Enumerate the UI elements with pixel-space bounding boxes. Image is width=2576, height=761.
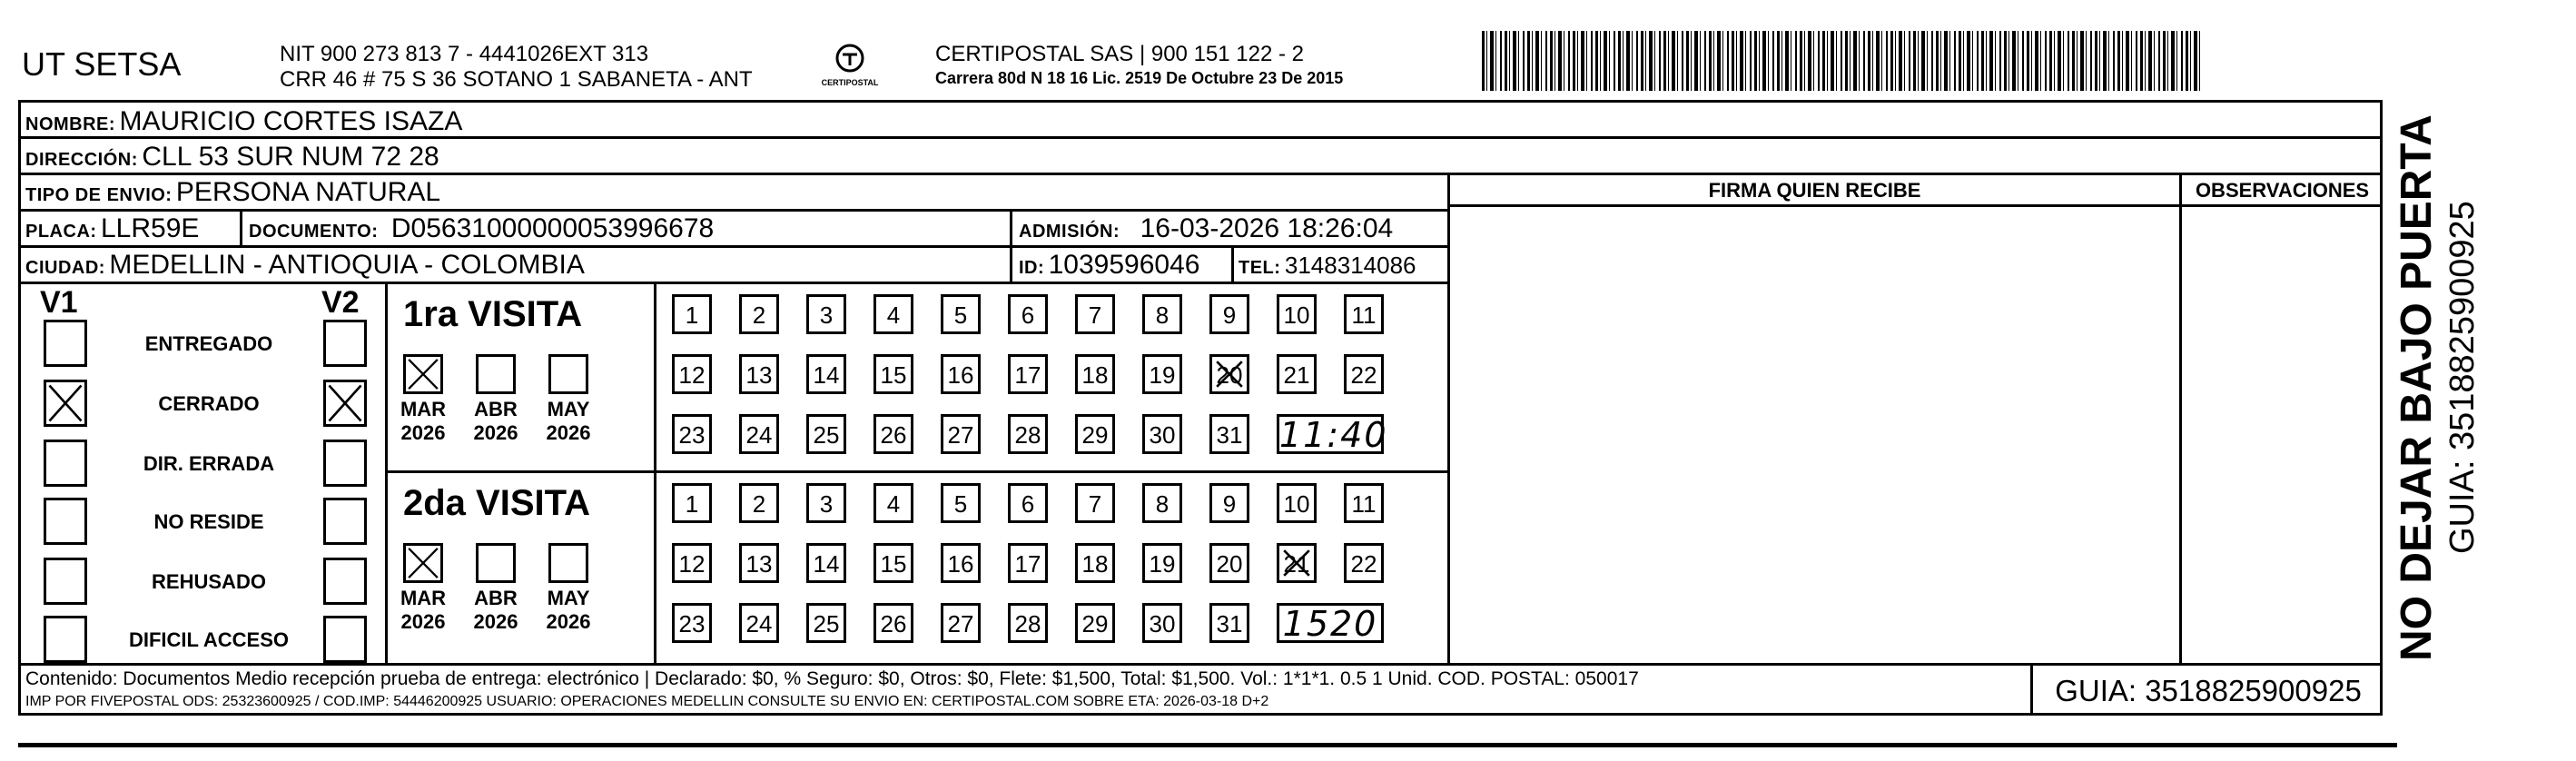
day-number: 28 (1014, 610, 1041, 637)
tel-cell (1239, 251, 1416, 284)
day-box[interactable] (1075, 483, 1115, 523)
nombre-row (25, 107, 462, 141)
direccion-label: DIRECCIÓN: (25, 150, 138, 170)
nombre-label: NOMBRE: (25, 114, 116, 134)
day-box[interactable] (1209, 543, 1249, 583)
day-box[interactable] (672, 414, 712, 454)
day-number: 27 (947, 421, 974, 449)
month-year: 2026 (400, 421, 446, 444)
day-box[interactable] (941, 354, 981, 394)
day-box[interactable] (1075, 543, 1115, 583)
day-number: 16 (947, 550, 974, 578)
day-number: 25 (813, 421, 840, 449)
day-number: 18 (1081, 550, 1109, 578)
day-box[interactable] (1008, 483, 1048, 523)
visit-month-checkbox[interactable] (403, 354, 443, 394)
day-number: 31 (1216, 610, 1243, 637)
day-box[interactable] (941, 543, 981, 583)
status-v2-checkbox[interactable] (323, 558, 367, 605)
day-box[interactable] (1209, 603, 1249, 643)
month-name: ABR (474, 587, 518, 609)
day-box[interactable] (806, 543, 846, 583)
day-number: 13 (745, 361, 773, 389)
day-number: 2 (752, 490, 766, 518)
day-box[interactable] (941, 414, 981, 454)
day-number: 30 (1149, 610, 1176, 637)
day-box[interactable] (1075, 603, 1115, 643)
visit-month-checkbox[interactable] (548, 354, 588, 394)
day-number: 5 (953, 301, 968, 329)
day-number: 19 (1149, 361, 1176, 389)
day-number: 30 (1149, 421, 1176, 449)
status-v1-checkbox[interactable] (44, 616, 87, 663)
nit-line: NIT 900 273 813 7 - 4441026EXT 313 (280, 42, 649, 66)
day-number: 21 (1283, 361, 1310, 389)
day-box[interactable] (1277, 294, 1317, 334)
day-box[interactable] (739, 483, 779, 523)
status-v1-checkbox[interactable] (44, 498, 87, 545)
day-number: 31 (1216, 421, 1243, 449)
day-number: 20 (1216, 361, 1243, 389)
status-option-label: ENTREGADO (144, 332, 273, 355)
visit-month-label (467, 398, 525, 445)
month-name: ABR (474, 398, 518, 420)
month-year: 2026 (400, 610, 446, 633)
day-box[interactable] (806, 294, 846, 334)
day-number: 9 (1222, 490, 1237, 518)
status-option-label: CERRADO (158, 392, 260, 415)
day-number: 7 (1088, 490, 1102, 518)
status-v2-checkbox[interactable] (323, 498, 367, 545)
day-number: 23 (678, 610, 706, 637)
day-box[interactable] (1142, 603, 1182, 643)
placa-cell (25, 214, 199, 248)
placa-label: PLACA: (25, 222, 97, 242)
day-box[interactable] (873, 294, 913, 334)
month-name: MAY (547, 398, 590, 420)
day-box[interactable] (1344, 354, 1384, 394)
day-number: 23 (678, 421, 706, 449)
day-box[interactable] (1142, 294, 1182, 334)
day-box[interactable] (1008, 294, 1048, 334)
side-warning: NO DEJAR BAJO PUERTA (2393, 114, 2441, 661)
direccion-value: CLL 53 SUR NUM 72 28 (142, 142, 439, 172)
day-box[interactable] (739, 414, 779, 454)
ciudad-value: MEDELLIN - ANTIOQUIA - COLOMBIA (109, 250, 585, 280)
certipostal-line2: Carrera 80d N 18 16 Lic. 2519 De Octubre 23 De 2015 (935, 69, 1344, 87)
status-v1-checkbox[interactable] (44, 558, 87, 605)
placa-value: LLR59E (101, 213, 200, 243)
day-number: 19 (1149, 550, 1176, 578)
day-box[interactable] (739, 603, 779, 643)
day-number: 4 (886, 301, 901, 329)
day-box[interactable] (1209, 483, 1249, 523)
tipo-envio-label: TIPO DE ENVIO: (25, 185, 173, 205)
observaciones-header: OBSERVACIONES (2195, 179, 2370, 202)
month-name: MAR (400, 398, 447, 420)
day-box[interactable] (941, 294, 981, 334)
day-box[interactable] (1142, 414, 1182, 454)
status-v2-checkbox[interactable] (323, 380, 367, 427)
day-number: 14 (813, 361, 840, 389)
day-box[interactable] (1008, 354, 1048, 394)
direccion-row (25, 143, 439, 176)
day-number: 25 (813, 610, 840, 637)
day-box[interactable] (1344, 483, 1384, 523)
address-line: CRR 46 # 75 S 36 SOTANO 1 SABANETA - ANT (280, 67, 753, 92)
status-option-label: REHUSADO (152, 570, 266, 593)
day-box[interactable] (1008, 543, 1048, 583)
day-box[interactable] (739, 543, 779, 583)
status-v2-checkbox[interactable] (323, 616, 367, 663)
month-year: 2026 (546, 610, 591, 633)
footer-line1: Contenido: Documentos Medio recepción prueba de entrega: electrónico | Declarado: $0, % Seguro: $0, Otros: $0, Flete: $1,500, Total: $1,500. Vol.: 1*1*1. 0.5 1 Unid. COD. POSTAL: 050017 (25, 668, 1639, 689)
status-option-label: DIR. ERRADA (143, 452, 275, 475)
day-box[interactable] (739, 294, 779, 334)
tipo-envio-row (25, 178, 440, 212)
admision-cell (1019, 214, 1393, 248)
id-label: ID: (1019, 258, 1045, 278)
day-number: 24 (745, 421, 773, 449)
v2-label: V2 (321, 285, 360, 320)
day-number: 11 (1351, 490, 1377, 518)
day-number: 3 (819, 301, 834, 329)
status-option-label: DIFICIL ACCESO (128, 628, 289, 651)
footer-guia: GUIA: 3518825900925 (2055, 674, 2362, 707)
firma-area[interactable] (1453, 209, 2177, 661)
day-number: 22 (1350, 361, 1377, 389)
visit-month-label (539, 587, 597, 634)
month-year: 2026 (546, 421, 591, 444)
day-box[interactable] (672, 483, 712, 523)
visit-month-label (467, 587, 525, 634)
day-number: 17 (1014, 550, 1041, 578)
day-number: 15 (880, 550, 907, 578)
day-box[interactable] (1008, 414, 1048, 454)
day-box[interactable] (1075, 294, 1115, 334)
visit-month-label (394, 587, 452, 634)
month-year: 2026 (473, 610, 518, 633)
footer-line2: IMP POR FIVEPOSTAL ODS: 25323600925 / COD.IMP: 54446200925 USUARIO: OPERACIONES MEDELLIN CONSULTE SU ENVIO EN: CERTIPOSTAL.COM SOBRE ETA: 2026-03-18 D+2 (25, 694, 1269, 709)
day-box[interactable] (806, 483, 846, 523)
day-box[interactable] (1142, 543, 1182, 583)
status-option-label: NO RESIDE (153, 510, 264, 533)
day-number: 8 (1155, 301, 1170, 329)
visit-title: 2da VISITA (403, 483, 590, 523)
status-v2-checkbox[interactable] (323, 320, 367, 367)
day-number: 5 (953, 490, 968, 518)
day-box[interactable] (941, 483, 981, 523)
day-box[interactable] (672, 603, 712, 643)
documento-cell (249, 214, 714, 248)
certipostal-line1: CERTIPOSTAL SAS | 900 151 122 - 2 (935, 42, 1304, 66)
day-box[interactable] (672, 543, 712, 583)
tel-label: TEL: (1239, 258, 1281, 278)
day-number: 9 (1222, 301, 1237, 329)
id-cell (1019, 251, 1199, 284)
day-number: 4 (886, 490, 901, 518)
company-name: UT SETSA (22, 45, 182, 83)
day-number: 1 (685, 301, 699, 329)
documento-label: DOCUMENTO: (249, 222, 379, 242)
status-v1-checkbox[interactable] (44, 380, 87, 427)
day-number: 2 (752, 301, 766, 329)
day-box[interactable] (873, 483, 913, 523)
tel-value: 3148314086 (1284, 252, 1416, 279)
day-number: 14 (813, 550, 840, 578)
day-number: 12 (678, 550, 706, 578)
visit-title: 1ra VISITA (403, 294, 583, 334)
firma-header: FIRMA QUIEN RECIBE (1708, 179, 1921, 202)
day-number: 29 (1081, 421, 1109, 449)
certipostal-logo (806, 36, 893, 91)
day-box[interactable] (672, 294, 712, 334)
status-v1-checkbox[interactable] (44, 440, 87, 487)
tipo-envio-value: PERSONA NATURAL (175, 177, 441, 207)
documento-value: D05631000000053996678 (390, 213, 715, 243)
ciudad-label: CIUDAD: (25, 258, 105, 278)
visit-time-box[interactable]: 11:40 (1277, 414, 1384, 454)
status-v2-checkbox[interactable] (323, 440, 367, 487)
day-number: 22 (1350, 550, 1377, 578)
day-number: 26 (880, 421, 907, 449)
day-number: 11 (1351, 301, 1377, 329)
id-value: 1039596046 (1048, 250, 1200, 280)
visit-month-checkbox[interactable] (476, 354, 516, 394)
day-box[interactable] (1008, 603, 1048, 643)
day-number: 18 (1081, 361, 1109, 389)
day-box[interactable] (1142, 354, 1182, 394)
logo-text: CERTIPOSTAL (821, 78, 879, 87)
day-number: 21 (1283, 550, 1310, 578)
day-box[interactable] (873, 543, 913, 583)
day-box[interactable] (873, 603, 913, 643)
visit-month-checkbox[interactable] (476, 543, 516, 583)
day-box[interactable] (1075, 354, 1115, 394)
status-v1-checkbox[interactable] (44, 320, 87, 367)
day-box[interactable] (1209, 354, 1249, 394)
day-box[interactable] (1142, 483, 1182, 523)
day-box[interactable] (873, 354, 913, 394)
nombre-value: MAURICIO CORTES ISAZA (119, 106, 463, 136)
day-box[interactable] (1209, 294, 1249, 334)
day-number: 27 (947, 610, 974, 637)
side-guia: GUIA: 3518825900925 (2443, 201, 2482, 554)
day-number: 3 (819, 490, 834, 518)
day-box[interactable] (672, 354, 712, 394)
visit-month-checkbox[interactable] (548, 543, 588, 583)
day-number: 15 (880, 361, 907, 389)
day-number: 7 (1088, 301, 1102, 329)
admision-label: ADMISIÓN: (1019, 222, 1120, 242)
day-number: 6 (1021, 490, 1035, 518)
day-number: 10 (1283, 301, 1310, 329)
v1-label: V1 (40, 285, 78, 320)
day-box[interactable] (1277, 354, 1317, 394)
day-box[interactable] (1277, 483, 1317, 523)
visit-time-box[interactable]: 1520 (1277, 603, 1384, 643)
visit-month-label (394, 398, 452, 445)
month-name: MAR (400, 587, 447, 609)
day-number: 8 (1155, 490, 1170, 518)
day-number: 17 (1014, 361, 1041, 389)
day-number: 12 (678, 361, 706, 389)
day-box[interactable] (1277, 543, 1317, 583)
visit-month-label (539, 398, 597, 445)
day-number: 28 (1014, 421, 1041, 449)
day-box[interactable] (941, 603, 981, 643)
month-name: MAY (547, 587, 590, 609)
day-number: 13 (745, 550, 773, 578)
admision-value: 16-03-2026 18:26:04 (1140, 213, 1394, 243)
day-box[interactable] (739, 354, 779, 394)
day-number: 26 (880, 610, 907, 637)
day-number: 29 (1081, 610, 1109, 637)
day-number: 1 (685, 490, 699, 518)
ciudad-cell (25, 251, 585, 284)
day-number: 24 (745, 610, 773, 637)
observaciones-area[interactable] (2184, 209, 2380, 661)
day-box[interactable] (1344, 294, 1384, 334)
day-box[interactable] (1344, 543, 1384, 583)
day-box[interactable] (873, 414, 913, 454)
month-year: 2026 (473, 421, 518, 444)
day-box[interactable] (806, 603, 846, 643)
day-box[interactable] (806, 414, 846, 454)
day-box[interactable] (806, 354, 846, 394)
visit-month-checkbox[interactable] (403, 543, 443, 583)
day-number: 6 (1021, 301, 1035, 329)
barcode-image (1482, 31, 2201, 91)
day-box[interactable] (1209, 414, 1249, 454)
day-number: 10 (1283, 490, 1310, 518)
day-number: 16 (947, 361, 974, 389)
day-number: 20 (1216, 550, 1243, 578)
day-box[interactable] (1075, 414, 1115, 454)
